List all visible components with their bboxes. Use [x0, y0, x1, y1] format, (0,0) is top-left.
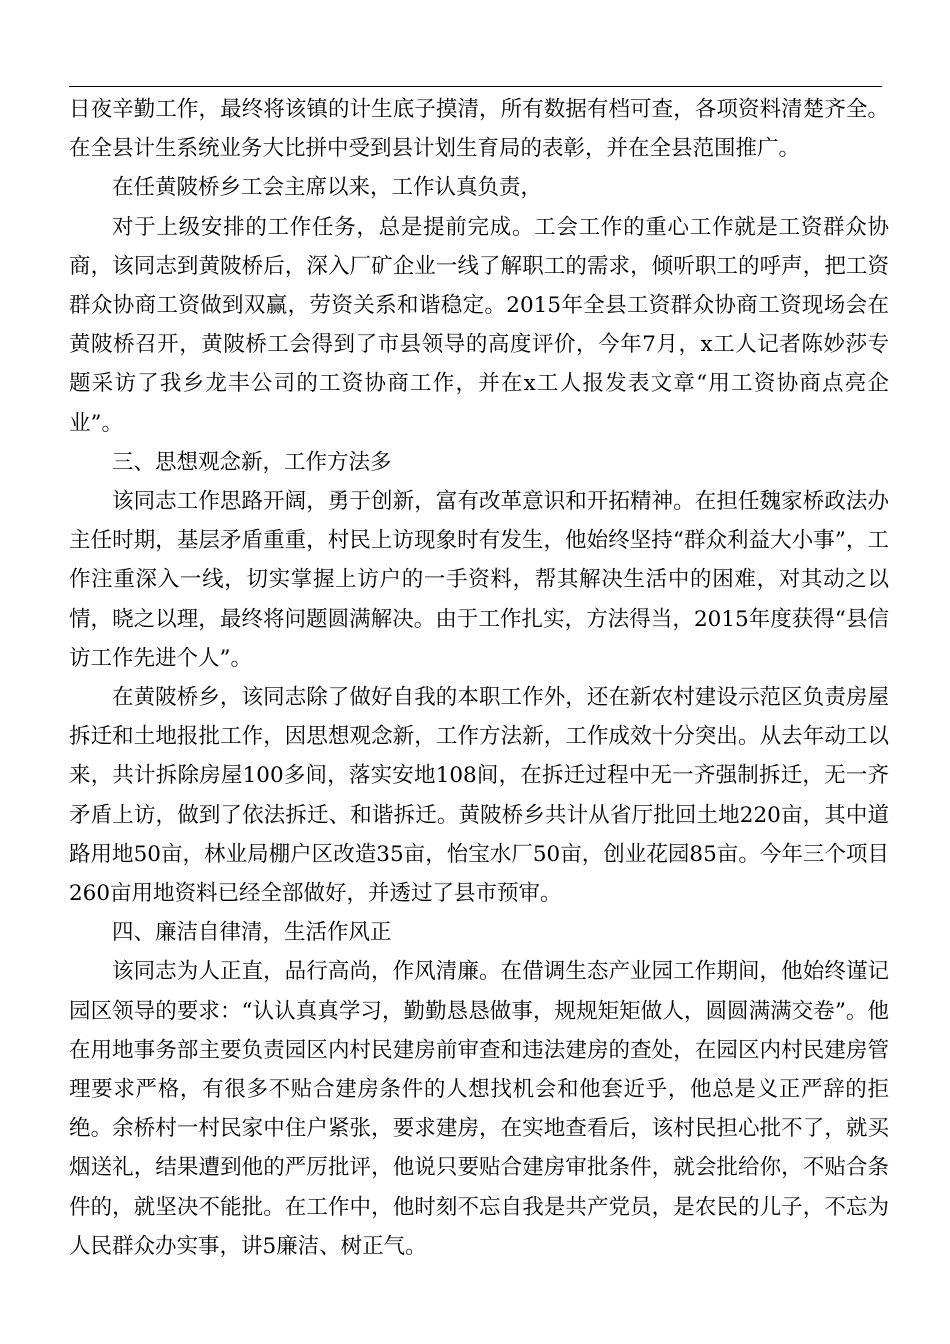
section-heading-4: 四、廉洁自律清，生活作风正	[112, 920, 392, 946]
paragraph-integrity: 该同志为人正直，品行高尚，作风清廉。在借调生态产业园工作期间，他始终谨记园区领导的要求：“认认真真学习，勤勤恳恳做事，规规矩矩做人，圆圆满满交卷”。他在用地事务部主要负责园区内村民建房前审查和违法建房的查处，在园区内村民建房管理要求严格，有很多不贴合建房条件的人想找机会和他套近乎，他总是义正严辞的拒绝。余桥村一村民家中住户紧张，要求建房，在实地查看后，该村民担心批不了，就买烟送礼，结果遭到他的严厉批评，他说只要贴合建房审批条件，就会批给你，不贴合条件的，就坚决不能批。在工作中，他时刻不忘自我是共产党员，是农民的儿子，不忘为人民群众办实事，讲5廉洁、树正气。	[69, 959, 889, 1259]
paragraph-innovation: 该同志工作思路开阔，勇于创新，富有改革意识和开拓精神。在担任魏家桥政法办主任时期，基层矛盾重重，村民上访现象时有发生，他始终坚持“群众利益大小事”，工作注重深入一线，切实掌握上访户的一手资料，帮其解决生活中的困难，对其动之以情，晓之以理，最终将问题圆满解决。由于工作扎实，方法得当，2015年度获得“县信访工作先进个人”。	[69, 489, 889, 671]
paragraph-continuation: 日夜辛勤工作，最终将该镇的计生底子摸清，所有数据有档可查，各项资料清楚齐全。在全县计生系统业务大比拼中受到县计划生育局的表彰，并在全县范围推广。	[69, 97, 889, 162]
header-rule	[69, 86, 882, 87]
paragraph-demolition: 在黄陂桥乡，该同志除了做好自我的本职工作外，还在新农村建设示范区负责房屋拆迁和土地报批工作，因思想观念新，工作方法新，工作成效十分突出。从去年动工以来，共计拆除房屋100多间，落实安地108间，在拆迁过程中无一齐强制拆迁，无一齐矛盾上访，做到了依法拆迁、和谐拆迁。黄陂桥乡共计从省厅批回土地220亩，其中道路用地50亩，林业局棚户区改造35亩，怡宝水厂50亩，创业花园85亩。今年三个项目260亩用地资料已经全部做好，并透过了县市预审。	[69, 685, 889, 907]
document-body	[69, 90, 889, 1266]
section-heading-3: 三、思想观念新，工作方法多	[112, 449, 392, 475]
paragraph-union-chair: 在任黄陂桥乡工会主席以来，工作认真负责，	[112, 175, 543, 201]
paragraph-union-work: 对于上级安排的工作任务，总是提前完成。工会工作的重心工作就是工资群众协商，该同志到黄陂桥后，深入厂矿企业一线了解职工的需求，倾听职工的呼声，把工资群众协商工资做到双赢，劳资关系和谐稳定。2015年全县工资群众协商工资现场会在黄陂桥召开，黄陂桥工会得到了市县领导的高度评价，今年7月，x工人记者陈妙莎专题采访了我乡龙丰公司的工资协商工作，并在x工人报发表文章“用工资协商点亮企业”。	[69, 214, 889, 436]
